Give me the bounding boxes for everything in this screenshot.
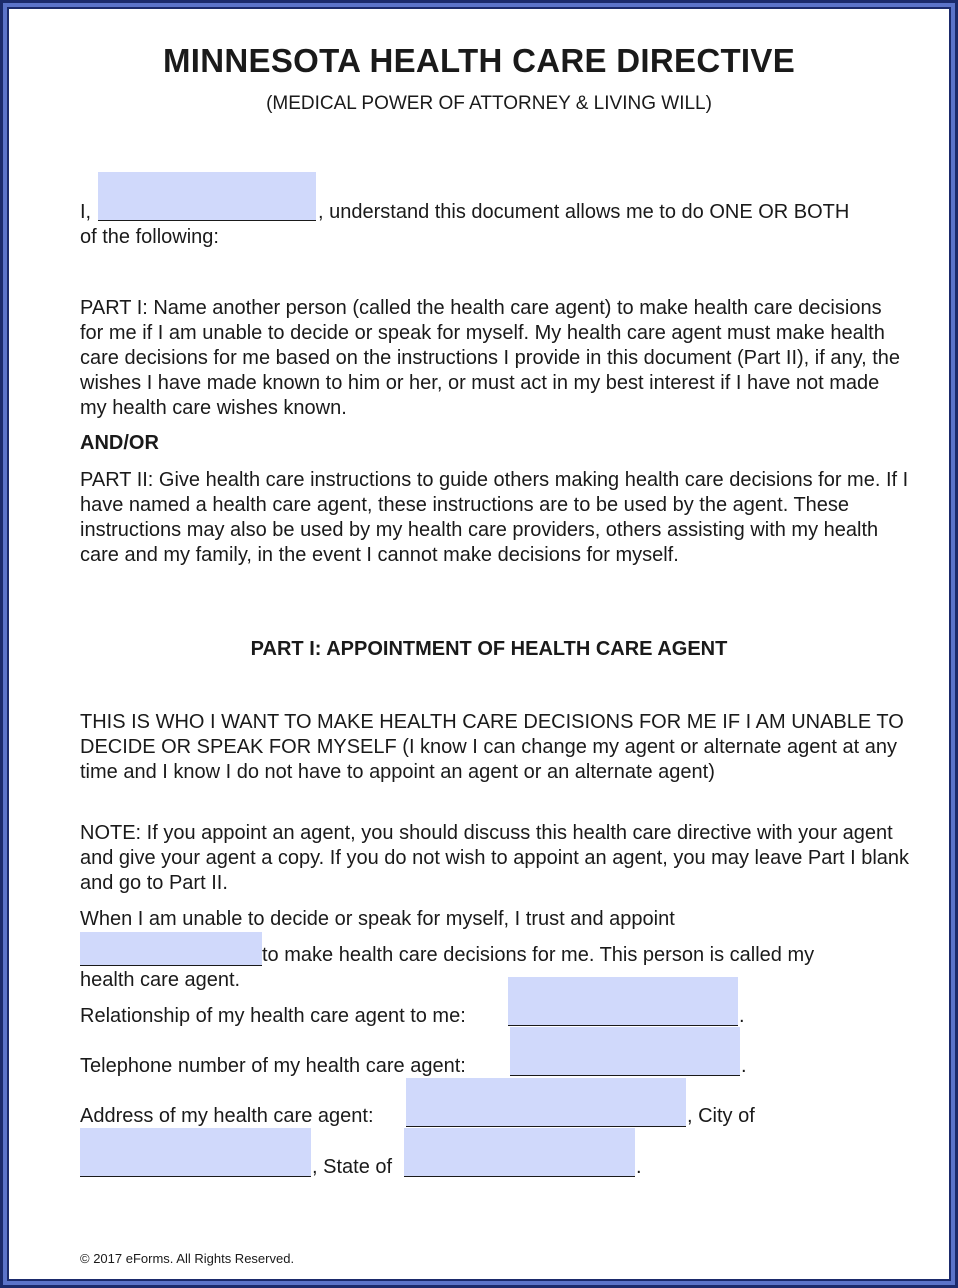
intro-prefix: I, — [80, 201, 92, 223]
city-label: , City of — [687, 1105, 755, 1127]
intro-suffix: , understand this document allows me to do ONE OR BOTH — [318, 201, 850, 223]
telephone-field[interactable] — [510, 1027, 740, 1076]
telephone-label: Telephone number of my health care agent: — [80, 1055, 466, 1077]
copyright-footer: © 2017 eForms. All Rights Reserved. — [80, 1251, 295, 1266]
agent-line-suffix: to make health care decisions for me. This person is called my — [262, 944, 815, 966]
relationship-period: . — [739, 1005, 745, 1027]
address-label: Address of my health care agent: — [80, 1105, 374, 1127]
state-label: , State of — [312, 1156, 393, 1178]
address-field[interactable] — [406, 1078, 686, 1127]
city-field[interactable] — [80, 1128, 311, 1177]
declarant-name-field[interactable] — [98, 172, 316, 221]
note-paragraph: NOTE: If you appoint an agent, you should discuss this health care directive with your agent and give your agent a copy. If you do not wish to appoint an agent, you may leave Part I blank and go to Part II. — [80, 822, 910, 894]
agent-line2: health care agent. — [80, 969, 241, 991]
document-title: MINNESOTA HEALTH CARE DIRECTIVE — [162, 42, 796, 79]
agent-name-field[interactable] — [80, 932, 262, 966]
section-heading: PART I: APPOINTMENT OF HEALTH CARE AGENT — [250, 638, 728, 660]
state-field[interactable] — [404, 1128, 635, 1177]
who-paragraph: THIS IS WHO I WANT TO MAKE HEALTH CARE DECISIONS FOR ME IF I AM UNABLE TO DECIDE OR SPEAK FOR MYSELF (I know I can change my agent or alternate agent at any time and I know I do not have to appoint an agent or an alternate agent) — [80, 711, 904, 783]
document-subtitle: (MEDICAL POWER OF ATTORNEY & LIVING WILL) — [266, 93, 712, 114]
relationship-label: Relationship of my health care agent to me: — [80, 1005, 466, 1027]
state-period: . — [636, 1156, 642, 1178]
part1-summary: PART I: Name another person (called the health care agent) to make health care decisions for me if I am unable to decide or speak for myself. My health care agent must make health care decisions for me based on the instructions I provide in this document (Part II), if any, the wishes I have made known to him or her, or must act in my best interest if I have not made my health care wishes known. — [80, 297, 901, 419]
trust-line: When I am unable to decide or speak for myself, I trust and appoint — [80, 908, 675, 930]
and-or-label: AND/OR — [80, 432, 159, 454]
intro-line2: of the following: — [80, 226, 219, 248]
part2-summary: PART II: Give health care instructions to guide others making health care decisions for me. If I have named a health care agent, these instructions are to be used by the agent. These instructions may also be used by my health care providers, others assisting with my health care and my family, in the event I cannot make decisions for myself. — [80, 469, 909, 566]
telephone-period: . — [741, 1055, 747, 1077]
relationship-field[interactable] — [508, 977, 738, 1026]
